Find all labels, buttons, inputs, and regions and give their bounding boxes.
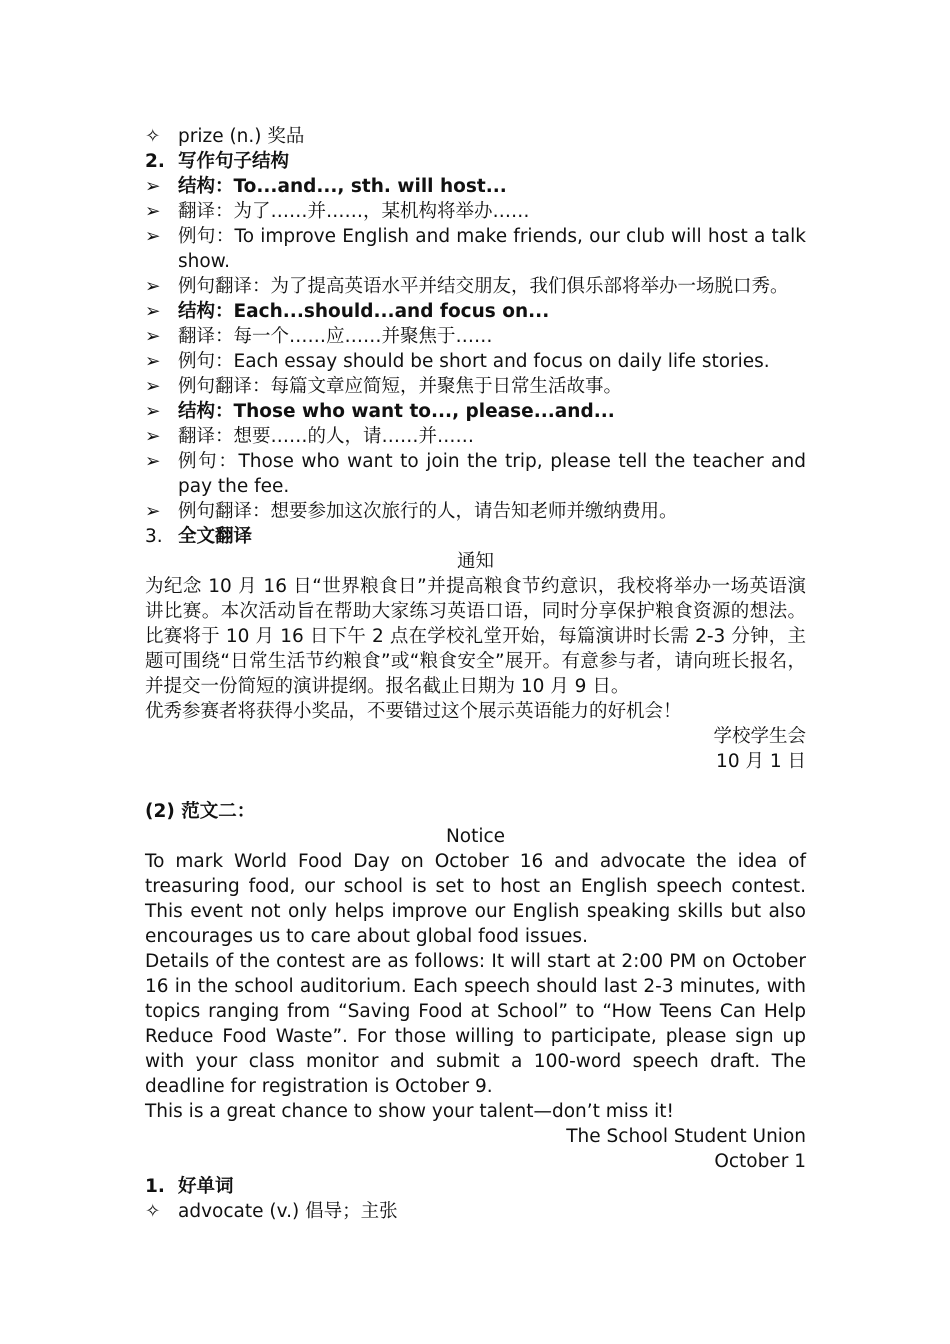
- example-item: [145, 449, 806, 499]
- document-page: [145, 124, 806, 1224]
- notice-title-cn: 通知: [456, 551, 494, 572]
- spacer: [145, 774, 806, 799]
- sample-heading: (2) 范文二：: [145, 801, 256, 822]
- translation-item: [145, 199, 806, 224]
- structure-text: 结构：Each...should...and focus on...: [178, 301, 550, 322]
- example-text: 例句：Each essay should be short and focus on daily life stories.: [178, 351, 770, 372]
- example-translation-text: 例句翻译：想要参加这次旅行的人，请告知老师并缴纳费用。: [178, 501, 678, 522]
- example-translation-item: [145, 499, 806, 524]
- notice-paragraph: Details of the contest are as follows: It will start at 2:00 PM on October 16 in the school auditorium. Each speech should last 2-3 minutes, with topics ranging from “Saving Food at School” to “How Teens Can Help Reduce Food Waste”. For those willing to participate, please sign up with your class monitor and submit a 100-word speech draft. The deadline for registration is October 9.: [145, 951, 806, 1097]
- arrow-bullet-icon: ➢: [145, 301, 161, 322]
- arrow-bullet-icon: ➢: [145, 276, 161, 297]
- arrow-bullet-icon: ➢: [145, 401, 161, 422]
- arrow-bullet-icon: ➢: [145, 351, 161, 372]
- vocab-text: prize (n.) 奖品: [178, 126, 305, 147]
- arrow-bullet-icon: ➢: [145, 176, 161, 197]
- vocab-item: [145, 1199, 806, 1224]
- section-heading: [145, 1174, 806, 1199]
- example-text: 例句：To improve English and make friends, our club will host a talk show.: [178, 226, 806, 272]
- section-heading: [145, 149, 806, 174]
- notice-paragraph: To mark World Food Day on October 16 and advocate the idea of treasuring food, our school is set to host an English speech contest. This event not only helps improve our English speaking skills but also encourages us to care about global food issues.: [145, 851, 806, 947]
- arrow-bullet-icon: ➢: [145, 201, 161, 222]
- translation-text: 翻译：想要……的人，请……并……: [178, 426, 475, 447]
- example-translation-text: 例句翻译：每篇文章应简短，并聚焦于日常生活故事。: [178, 376, 623, 397]
- section-title: 全文翻译: [178, 526, 253, 547]
- notice-title: Notice: [445, 826, 506, 847]
- notice-signature-cn: 学校学生会: [713, 726, 806, 747]
- section-number: 1.: [145, 1176, 165, 1197]
- notice-paragraph-cn: 为纪念 10 月 16 日“世界粮食日”并提高粮食节约意识，我校将举办一场英语演讲比赛。本次活动旨在帮助大家练习英语口语，同时分享保护粮食资源的想法。比赛将于 10 月 16 日下午 2 点在学校礼堂开始，每篇演讲时长需 2-3 分钟，主题可围绕“日常生活节约粮食”或“粮食安全”展开。有意参与者，请向班长报名，并提交一份简短的演讲提纲。报名截止日期为 10 月 9 日。: [145, 576, 806, 697]
- notice-signature: The School Student Union: [566, 1126, 806, 1147]
- vocab-text: advocate (v.) 倡导；主张: [178, 1201, 398, 1222]
- translation-text: 翻译：为了……并……，某机构将举办……: [178, 201, 530, 222]
- section-title: 好单词: [178, 1176, 234, 1197]
- arrow-bullet-icon: ➢: [145, 226, 161, 247]
- structure-text: 结构：Those who want to..., please...and...: [178, 401, 615, 422]
- structure-text: 结构：To...and..., sth. will host...: [178, 176, 507, 197]
- notice-date: October 1: [714, 1151, 806, 1172]
- arrow-bullet-icon: ➢: [145, 326, 161, 347]
- notice-paragraph-cn: 优秀参赛者将获得小奖品，不要错过这个展示英语能力的好机会！: [145, 701, 682, 722]
- structure-item: [145, 399, 806, 424]
- example-item: [145, 349, 806, 374]
- arrow-bullet-icon: ➢: [145, 451, 161, 472]
- arrow-bullet-icon: ➢: [145, 376, 161, 397]
- arrow-bullet-icon: ➢: [145, 501, 161, 522]
- structure-item: [145, 299, 806, 324]
- section-number: 2.: [145, 151, 165, 172]
- diamond-bullet-icon: ✧: [145, 1201, 161, 1222]
- section-title: 写作句子结构: [178, 151, 290, 172]
- section-number: 3.: [145, 526, 163, 547]
- notice-date-cn: 10 月 1 日: [716, 751, 806, 772]
- example-text: 例句：Those who want to join the trip, please tell the teacher and pay the fee.: [178, 451, 806, 497]
- arrow-bullet-icon: ➢: [145, 426, 161, 447]
- example-translation-text: 例句翻译：为了提高英语水平并结交朋友，我们俱乐部将举办一场脱口秀。: [178, 276, 789, 297]
- translation-item: [145, 424, 806, 449]
- structure-item: [145, 174, 806, 199]
- example-translation-item: [145, 274, 806, 299]
- diamond-bullet-icon: ✧: [145, 126, 161, 147]
- notice-paragraph: This is a great chance to show your talent—don’t miss it!: [145, 1101, 674, 1122]
- vocab-item: [145, 124, 806, 149]
- example-translation-item: [145, 374, 806, 399]
- example-item: [145, 224, 806, 274]
- translation-text: 翻译：每一个……应……并聚焦于……: [178, 326, 493, 347]
- section-heading: [145, 524, 806, 549]
- translation-item: [145, 324, 806, 349]
